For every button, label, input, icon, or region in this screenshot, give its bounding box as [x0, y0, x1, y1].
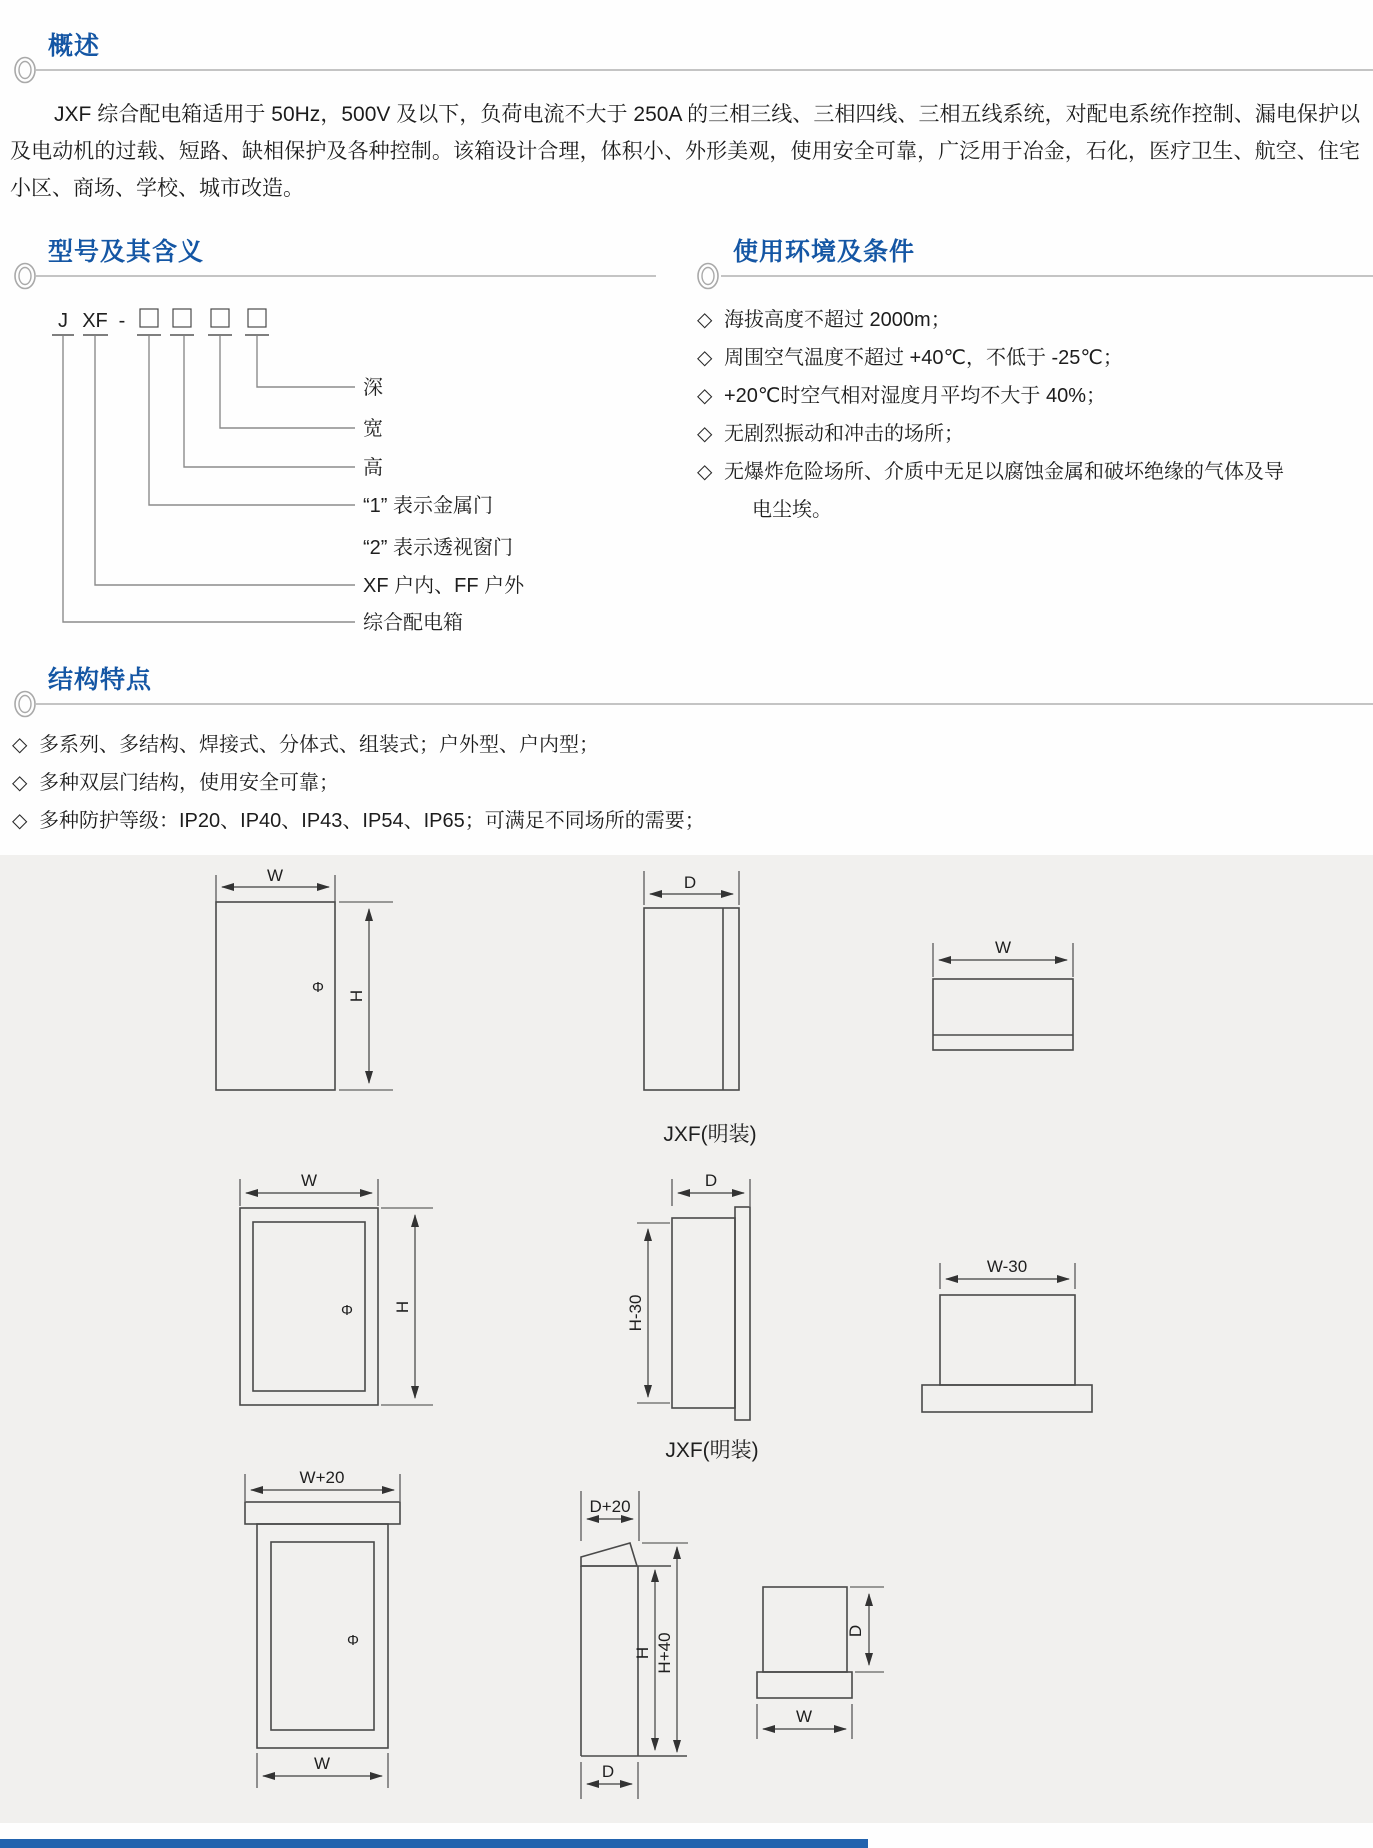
rain-cap [581, 1543, 637, 1566]
rain-cap [245, 1502, 400, 1524]
list-item [12, 726, 1352, 764]
dim-label-d: D [704, 1171, 718, 1190]
cabinet-outline [257, 1524, 388, 1748]
dim-label-d: D [683, 873, 697, 892]
dim-label-d20: D+20 [589, 1497, 631, 1516]
drawing-caption-row1: JXF(明装) [663, 1123, 757, 1146]
section-rule [36, 69, 1373, 71]
row3-side-view [581, 1491, 688, 1799]
ring-icon [12, 55, 38, 85]
dim-label-phi: Φ [312, 979, 324, 996]
model-label-indoor-outdoor: XF 户内、FF 户外 [363, 575, 525, 597]
section-rule [36, 703, 1373, 705]
list-item [12, 764, 1352, 802]
dim-label-d: D [846, 1624, 865, 1638]
environment-list [697, 301, 1297, 529]
model-code-series: XF [82, 310, 108, 332]
cabinet-flange [735, 1207, 750, 1420]
model-code-placeholder-boxes [140, 309, 266, 327]
ring-icon [12, 689, 38, 719]
list-item [697, 415, 1297, 453]
model-label-height: 高 [363, 457, 383, 479]
list-item [697, 377, 1297, 415]
cabinet-outline [763, 1587, 847, 1672]
environment-item-text: 海拔高度不超过 2000m； [724, 309, 951, 331]
diamond-bullet-icon: ◇ [697, 461, 713, 483]
row3-top-view [757, 1587, 884, 1739]
model-label-depth: 深 [363, 377, 383, 399]
environment-item-text: 无剧烈振动和冲击的场所； [724, 423, 964, 445]
environment-heading: 使用环境及条件 [733, 238, 916, 266]
diamond-bullet-icon: ◇ [12, 810, 28, 832]
dim-label-d: D [601, 1762, 615, 1781]
diamond-bullet-icon: ◇ [12, 772, 28, 794]
row1-front-view [216, 866, 393, 1090]
cabinet-outline [672, 1218, 735, 1408]
structure-item-text: 多种防护等级：IP20、IP40、IP43、IP54、IP65；可满足不同场所的需要； [39, 810, 705, 832]
dim-label-w: W [994, 938, 1012, 957]
environment-item-text: 周围空气温度不超过 +40℃，不低于 -25℃； [724, 347, 1123, 369]
cabinet-outline [216, 902, 335, 1090]
diamond-bullet-icon: ◇ [697, 423, 713, 445]
dim-label-w: W [300, 1171, 318, 1190]
overview-paragraph: JXF 综合配电箱适用于 50Hz，500V 及以下，负荷电流不大于 250A 的三相三线、三相四线、三相五线系统，对配电系统作控制、漏电保护以及电动机的过载、短路、缺相保护及各种控制。该箱设计合理，体积小、外形美观，使用安全可靠，广泛用于冶金，石化，医疗卫生、航空、住宅小区、商场、学校、城市改造。 [10, 103, 1360, 200]
footer-accent-bar [0, 1839, 868, 1848]
diamond-bullet-icon: ◇ [12, 734, 28, 756]
row1-side-view [644, 871, 739, 1090]
dim-label-h30: H-30 [626, 1294, 645, 1332]
cabinet-base [757, 1672, 852, 1698]
model-code-dash: - [118, 310, 126, 332]
dim-label-phi: Φ [341, 1302, 353, 1319]
dim-label-phi: Φ [347, 1632, 359, 1649]
dimension-drawings [0, 855, 1373, 1823]
row2-side-view [626, 1171, 750, 1420]
section-rule [721, 275, 1373, 277]
model-code-diagram [0, 300, 680, 645]
cabinet-outline [240, 1208, 378, 1405]
model-label-width: 宽 [363, 418, 383, 440]
section-rule [36, 275, 656, 277]
list-item [697, 301, 1297, 339]
dim-label-h40: H+40 [655, 1632, 674, 1674]
structure-item-text: 多种双层门结构，使用安全可靠； [39, 772, 339, 794]
environment-item-text: +20℃时空气相对湿度月平均不大于 40%； [724, 385, 1106, 407]
list-item [12, 802, 1352, 840]
structure-item-text: 多系列、多结构、焊接式、分体式、组装式；户外型、户内型； [39, 734, 599, 756]
list-item [697, 453, 1297, 529]
dim-label-h: H [633, 1646, 652, 1660]
diamond-bullet-icon: ◇ [697, 309, 713, 331]
structure-heading: 结构特点 [48, 666, 153, 694]
environment-item-text: 无爆炸危险场所、介质中无足以腐蚀金属和破坏绝缘的气体及导电尘埃。 [724, 461, 1284, 521]
model-label-door-metal: “1” 表示金属门 [363, 495, 493, 517]
diamond-bullet-icon: ◇ [697, 385, 713, 407]
ring-icon [12, 261, 38, 291]
cabinet-outline [933, 979, 1073, 1050]
cabinet-outline [940, 1295, 1075, 1385]
cabinet-base [922, 1385, 1092, 1412]
overview-heading: 概述 [48, 32, 101, 60]
row3-front-view [245, 1468, 400, 1788]
row2-top-view [922, 1257, 1092, 1412]
row2-front-view [240, 1171, 433, 1405]
ring-icon [695, 261, 721, 291]
model-label-door-window: “2” 表示透视窗门 [363, 537, 513, 559]
dim-label-w20: W+20 [299, 1468, 345, 1487]
model-code-prefix: J [58, 310, 68, 332]
dim-label-w: W [266, 866, 284, 885]
drawing-caption-row2: JXF(明装) [665, 1439, 759, 1462]
diamond-bullet-icon: ◇ [697, 347, 713, 369]
model-code-connector-lines [63, 336, 355, 622]
row1-top-view [933, 938, 1073, 1050]
model-label-product: 综合配电箱 [363, 612, 463, 634]
dim-label-w: W [795, 1707, 813, 1726]
model-heading: 型号及其含义 [48, 238, 205, 266]
dim-label-w30: W-30 [986, 1257, 1028, 1276]
dim-label-w: W [313, 1754, 331, 1773]
structure-list [12, 726, 1352, 840]
list-item [697, 339, 1297, 377]
cabinet-outline [644, 908, 739, 1090]
dim-label-h: H [393, 1300, 412, 1314]
drawings-panel [0, 855, 1373, 1823]
dim-label-h: H [347, 989, 366, 1003]
